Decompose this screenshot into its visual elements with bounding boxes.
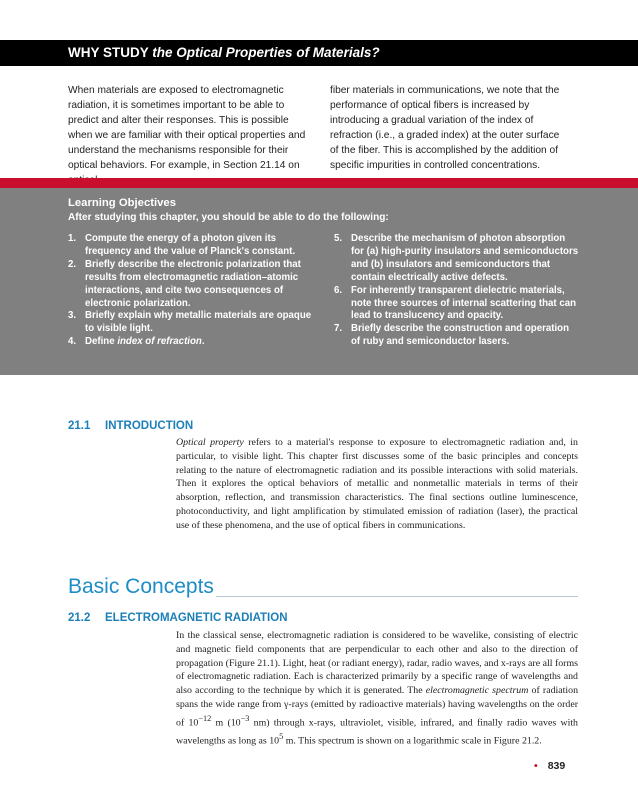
why-study-title: WHY STUDY the Optical Properties of Materials? — [68, 45, 380, 60]
page-number: • 839 — [534, 760, 566, 772]
learning-objectives-list-right — [334, 233, 580, 349]
objective-item: 7. Briefly describe the construction and operation of ruby and semiconductor lasers. — [334, 323, 570, 348]
why-study-paragraph-left: When materials are exposed to electromagnetic radiation, it is sometimes important to be able to predict and alter their responses. This is possible when we are familiar with their optical properties and understand the mechanisms responsible for their optical behaviors. For example, in Section 21.14 on — [68, 85, 306, 171]
section-heading-electromagnetic-radiation: 21.2 ELECTROMAGNETIC RADIATION — [68, 612, 288, 624]
learning-objectives-heading: Learning Objectives — [68, 197, 176, 209]
bullet-icon: • — [534, 760, 538, 772]
objective-item: 4. Define index of refraction. — [68, 336, 205, 348]
objective-item: 3. Briefly explain why metallic materials are opaque to visible light. — [68, 310, 312, 335]
basic-concepts-rule — [216, 596, 578, 597]
learning-objectives-subheading: After studying this chapter, you should be able to do the following: — [68, 212, 389, 223]
objective-item: 2. Briefly describe the electronic polarization that results from electromagnetic radiation–atomic interactions, and cite two consequences of electronic polarization. — [68, 258, 301, 309]
objective-item: 6. For inherently transparent dielectric materials, note three sources of internal scattering that can lead to translucency and opacity. — [334, 284, 577, 322]
why-study-paragraph-right: fiber materials in communications, we note that the performance of optical fibers is increased by introducing a gradual variation of the index of refraction (i.e., a graded index) at the outer surface of the fiber. This is accomplished by the addition of specific impurities in controlled concentrations. — [330, 85, 560, 171]
learning-objectives-list-left — [68, 233, 318, 349]
objective-item: 5. Describe the mechanism of photon absorption for (a) high-purity insulators and semiconductors and (b) insulators and semiconductors that contain electrically active defects. — [334, 233, 579, 283]
basic-concepts-title: Basic Concepts — [68, 575, 214, 598]
electromagnetic-radiation-paragraph: In the classical sense, electromagnetic radiation is considered to be wavelike, consisting of electric and magnetic field components that are perpendicular to each other and also to the direction of propagation (Figure 21.1). Light, heat (or radiant energy), radar, radio waves, and x-rays are all forms of electromagnetic radiation. Each is characterized primarily by a specific range of wavelengths and also according to the technique by which it is generated. The electromagnetic spectrum of radiation spans the wide range from γ-rays (emitted by radioactive materials) having wavelengths on the order of $10^{-12}$ m ($10^{-3}$ nm) through x-rays, ultraviolet, visible, infrared, and finally radio waves with wavelengths as long as $10^5$ m. This spectrum is shown on a logarithmic scale in Figure 21.2. — [176, 630, 579, 747]
section-heading-introduction: 21.1 INTRODUCTION — [68, 420, 194, 432]
introduction-paragraph: Optical property refers to a material's response to exposure to electromagnetic radiation and, in particular, to visible light. This chapter first discusses some of the basic principles and concepts relating to the nature of electromagnetic radiation and its possible interactions with solid materials. Then it explores the optical behaviors of metallic and nonmetallic materials in terms of their absorption, reflection, and transmission characteristics. The final sections outline luminescence, photoconductivity, and light amplification by stimulated emission of radiation (laser), the practical use of these phenomena, and the use of optical fibers in communications. — [176, 437, 578, 531]
objective-item: 1. Compute the energy of a photon given its frequency and the value of Planck's constant. — [68, 233, 296, 257]
learning-objectives-accent-bar — [0, 178, 638, 188]
